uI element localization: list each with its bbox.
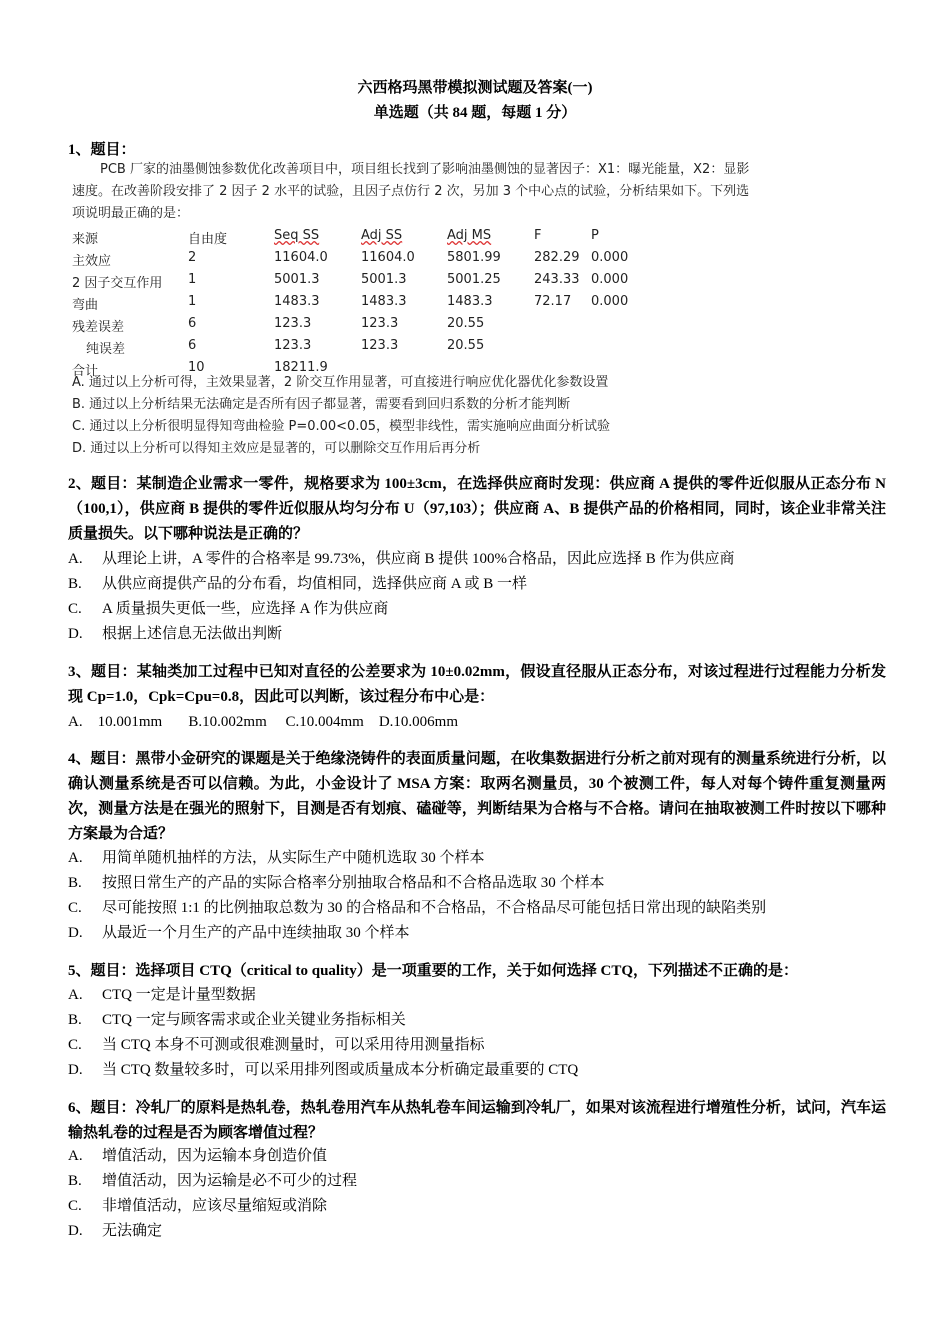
q4-option-c <box>68 898 766 918</box>
table-cell: 20.55 <box>447 316 485 331</box>
table-cell: 243.33 <box>534 272 580 287</box>
q1-text-line: PCB 厂家的油墨侧蚀参数优化改善项目中，项目组长找到了影响油墨侧蚀的显著因子：X1：曝光能量，X2：显影 <box>100 162 750 177</box>
option-text: 增值活动，因为运输本身创造价值 <box>102 1148 328 1164</box>
table-header: F <box>534 228 542 243</box>
table-cell: 0.000 <box>591 294 629 309</box>
q6-option-a <box>68 1146 327 1166</box>
option-label: C. <box>68 900 82 916</box>
table-cell: 123.3 <box>361 316 399 331</box>
option-text: 尽可能按照 1:1 的比例抽取总数为 30 的合格品和不合格品，不合格品尽可能包括日常出现的缺陷类别 <box>102 900 767 916</box>
q4-option-b <box>68 873 605 893</box>
option-label: C. <box>68 1037 82 1053</box>
q5-option-b <box>68 1010 406 1030</box>
option-label: A. <box>68 551 83 567</box>
q6-title: 6、题目：冷轧厂的原料是热轧卷，热轧卷用汽车从热轧卷车间运输到冷轧厂，如果对该流程进行增殖性分析，试问，汽车运输热轧卷的过程是否为顾客增值过程？ <box>68 1100 886 1141</box>
option-label: D. <box>68 925 83 941</box>
table-cell: 6 <box>188 316 197 331</box>
q5-option-d <box>68 1060 578 1080</box>
table-cell: 282.29 <box>534 250 580 265</box>
option-label: A. <box>68 1148 83 1164</box>
q2-title: 2、题目：某制造企业需求一零件，规格要求为 100±3cm，在选择供应商时发现：供应商 A 提供的零件近似服从正态分布 N（100,1），供应商 B 提供的零件近似服从均匀分布 U（97,103）；供应商 A、B 提供产品的价格相同，同时，该企业非常关注质量损失。以下哪种说法是正确的？ <box>68 476 886 542</box>
q1-option-b: B. 通过以上分析结果无法确定是否所有因子都显著，需要看到回归系数的分析才能判断 <box>72 397 571 412</box>
q6-option-b <box>68 1171 357 1191</box>
table-cell: 5801.99 <box>447 250 501 265</box>
option-label: A. <box>68 987 83 1003</box>
table-cell: 5001.3 <box>274 272 320 287</box>
table-cell: 11604.0 <box>361 250 415 265</box>
table-cell: 123.3 <box>274 316 312 331</box>
table-header: 自由度 <box>188 232 228 247</box>
q1-text-line: 项说明最正确的是： <box>72 206 190 221</box>
q1-option-c: C. 通过以上分析很明显得知弯曲检验 P=0.00<0.05，模型非线性，需实施响应曲面分析试验 <box>72 419 610 434</box>
table-cell: 1 <box>188 272 197 287</box>
table-cell: 123.3 <box>361 338 399 353</box>
table-cell: 6 <box>188 338 197 353</box>
table-cell: 1483.3 <box>361 294 407 309</box>
option-text: 增值活动，因为运输是必不可少的过程 <box>102 1173 358 1189</box>
q1-option-d: D. 通过以上分析可以得知主效应是显著的，可以删除交互作用后再分析 <box>72 441 481 456</box>
option-text: CTQ 一定与顾客需求或企业关键业务指标相关 <box>102 1012 406 1028</box>
option-label: C. <box>68 1198 82 1214</box>
q5-option-a <box>68 985 256 1005</box>
table-header: Adj MS <box>447 228 492 243</box>
table-cell: 主效应 <box>72 254 112 269</box>
option-text: 从理论上讲，A 零件的合格率是 99.73%，供应商 B 提供 100%合格品，因此应选择 B 作为供应商 <box>102 551 735 567</box>
option-text: 从最近一个月生产的产品中连续抽取 30 个样本 <box>102 925 410 941</box>
q1-text-line: 速度。在改善阶段安排了 2 因子 2 水平的试验，且因子点仿行 2 次，另加 3 个中心点的试验，分析结果如下。下列选 <box>72 184 750 199</box>
table-header: P <box>591 228 599 243</box>
q6-option-c <box>68 1196 327 1216</box>
table-cell: 合计 <box>72 364 99 379</box>
q5-option-c <box>68 1035 485 1055</box>
option-label: B. <box>68 1173 82 1189</box>
table-cell: 纯误差 <box>86 342 126 357</box>
option-label: D. <box>68 1223 83 1239</box>
table-header: Adj SS <box>361 228 403 243</box>
option-text: 按照日常生产的产品的实际合格率分别抽取合格品和不合格品选取 30 个样本 <box>102 875 605 891</box>
option-text: 无法确定 <box>102 1223 163 1239</box>
table-cell: 1 <box>188 294 197 309</box>
option-text: 非增值活动，应该尽量缩短或消除 <box>102 1198 328 1214</box>
table-header: 来源 <box>72 232 99 247</box>
table-cell: 11604.0 <box>274 250 328 265</box>
document-title: 六西格玛黑带模拟测试题及答案(一) <box>357 80 593 96</box>
q4-option-a <box>68 848 485 868</box>
option-text: 根据上述信息无法做出判断 <box>102 626 283 642</box>
table-cell: 18211.9 <box>274 360 328 375</box>
option-text: 从供应商提供产品的分布看，均值相同，选择供应商 A 或 B 一样 <box>102 576 528 592</box>
q4-title: 4、题目：黑带小金研究的课题是关于绝缘浇铸件的表面质量问题，在收集数据进行分析之前对现有的测量系统进行分析，以确认测量系统是否可以信赖。为此，小金设计了 MSA 方案：取两名测量员，30 个被测工件，每人对每个铸件重复测量两次，测量方法是在强光的照射下，目测是否有划痕、磕碰等，判断结果为合格与不合格。请问在抽取被测工件时按以下哪种方案最为合适？ <box>68 751 886 842</box>
q2-option-b <box>68 574 527 594</box>
q6-option-d <box>68 1221 162 1241</box>
q5-title: 5、题目：选择项目 CTQ（critical to quality）是一项重要的工作，关于如何选择 CTQ，下列描述不正确的是： <box>68 963 798 979</box>
table-cell: 5001.3 <box>361 272 407 287</box>
option-label: D. <box>68 626 83 642</box>
q3-title: 3、题目：某轴类加工过程中已知对直径的公差要求为 10±0.02mm，假设直径服从正态分布，对该过程进行过程能力分析发现 Cp=1.0，Cpk=Cpu=0.8，因此可以判断，该过程分布中心是： <box>68 664 886 705</box>
option-label: C. <box>68 601 82 617</box>
q2-option-c <box>68 599 388 619</box>
table-cell: 10 <box>188 360 205 375</box>
table-cell: 72.17 <box>534 294 572 309</box>
table-cell: 0.000 <box>591 250 629 265</box>
table-cell: 残差误差 <box>72 320 125 335</box>
option-text: A 质量损失更低一些，应选择 A 作为供应商 <box>102 601 389 617</box>
q1-option-a: A. 通过以上分析可得，主效果显著，2 阶交互作用显著，可直接进行响应优化器优化参数设置 <box>72 375 609 390</box>
section-subtitle: 单选题（共 84 题，每题 1 分） <box>373 105 577 121</box>
option-label: D. <box>68 1062 83 1078</box>
q4-option-d <box>68 923 410 943</box>
option-text: 当 CTQ 数量较多时，可以采用排列图或质量成本分析确定最重要的 CTQ <box>102 1062 579 1078</box>
table-cell: 1483.3 <box>274 294 320 309</box>
table-cell: 5001.25 <box>447 272 501 287</box>
option-label: B. <box>68 875 82 891</box>
option-text: 用简单随机抽样的方法，从实际生产中随机选取 30 个样本 <box>102 850 485 866</box>
option-label: B. <box>68 576 82 592</box>
option-text: 当 CTQ 本身不可测或很难测量时，可以采用待用测量指标 <box>102 1037 485 1053</box>
table-cell: 弯曲 <box>72 298 99 313</box>
table-cell: 20.55 <box>447 338 485 353</box>
table-header: Seq SS <box>274 228 320 243</box>
table-cell: 2 因子交互作用 <box>72 276 163 291</box>
option-label: B. <box>68 1012 82 1028</box>
q2-option-d <box>68 624 282 644</box>
option-label: A. <box>68 850 83 866</box>
q2-option-a <box>68 549 735 569</box>
option-text: CTQ 一定是计量型数据 <box>102 987 256 1003</box>
q1-title: 1、题目： <box>68 142 136 158</box>
q3-options: A. 10.001mm B.10.002mm C.10.004mm D.10.006mm <box>68 714 459 730</box>
table-cell: 0.000 <box>591 272 629 287</box>
table-cell: 1483.3 <box>447 294 493 309</box>
table-cell: 123.3 <box>274 338 312 353</box>
table-cell: 2 <box>188 250 197 265</box>
